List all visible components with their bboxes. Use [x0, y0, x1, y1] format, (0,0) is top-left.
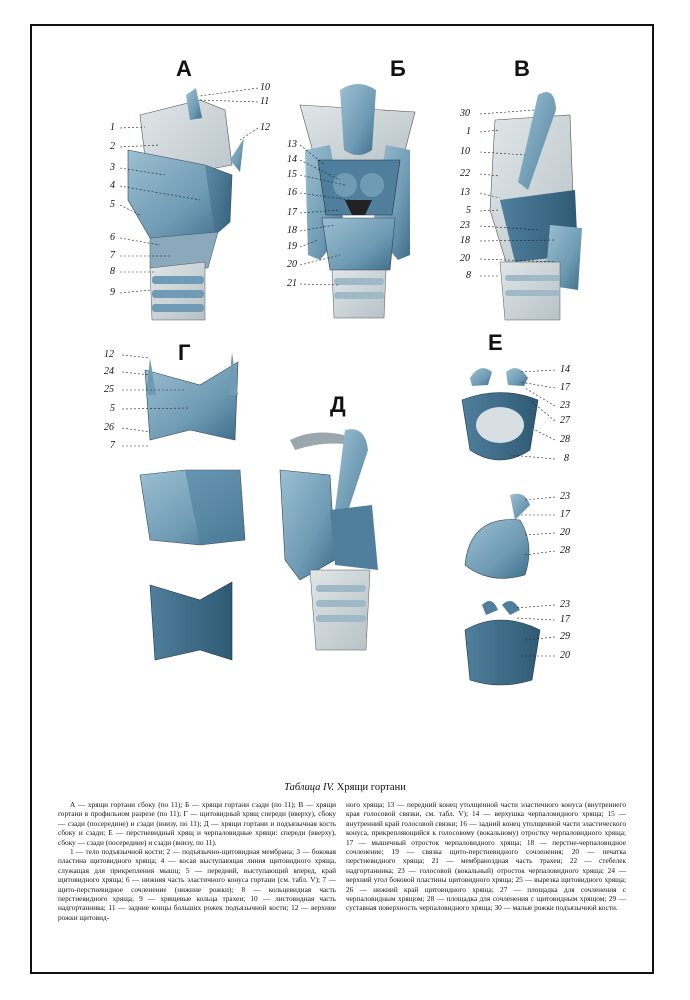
label-e1-28: 28: [560, 434, 570, 445]
panel-letter-b: Б: [390, 56, 406, 81]
label-b-19: 19: [287, 241, 297, 252]
label-b-17: 17: [287, 207, 297, 218]
label-v-18: 18: [460, 235, 470, 246]
label-a-4: 4: [110, 180, 115, 191]
label-e2-28: 28: [560, 545, 570, 556]
label-v-10: 10: [460, 146, 470, 157]
panel-letter-e: Е: [488, 330, 503, 355]
figure-caption: [0, 782, 690, 793]
label-a-9: 9: [110, 287, 115, 298]
label-b-16: 16: [287, 187, 297, 198]
label-b-15: 15: [287, 169, 297, 180]
label-g-5: 5: [110, 403, 115, 414]
label-e3-17: 17: [560, 614, 570, 625]
label-b-10: 10: [260, 82, 270, 93]
label-e1-14: 14: [560, 364, 570, 375]
label-e1-23: 23: [560, 400, 570, 411]
panel-e-figure: [462, 368, 540, 685]
label-g-24: 24: [104, 366, 114, 377]
label-a-7: 7: [110, 250, 115, 261]
label-v-30: 30: [460, 108, 470, 119]
label-a-8: 8: [110, 266, 115, 277]
caption-text: Хрящи гортани: [336, 782, 406, 793]
legend-right-column: [346, 800, 626, 913]
label-e1-8: 8: [564, 453, 569, 464]
panel-letter-v: В: [514, 56, 530, 81]
label-b-12: 12: [260, 122, 270, 133]
label-e3-23: 23: [560, 599, 570, 610]
label-v-13: 13: [460, 187, 470, 198]
label-a-3: 3: [110, 162, 115, 173]
label-b-20: 20: [287, 259, 297, 270]
label-e2-17: 17: [560, 509, 570, 520]
label-g-12: 12: [104, 349, 114, 360]
panel-a-figure: [128, 88, 244, 320]
caption-title: Таблица IV.: [284, 782, 335, 793]
legend-paragraph: ного хряща; 13 — передний конец утолщенной части эластичного конуса (внутреннего края голосовой связки, см. табл. V); 14 — верхушка черпаловидного хряща; 15 — внутренний край голосовой связки; 16 — задний конец утолщенной части эластического конуса, прикрепляющийся к голосовому (вокальному) отростку черпаловидного хряща; 17 — мышечный отросток черпаловидного хряща; 18 — перстне-черпаловидное сочленение; 19 — связка щито-перстневидного сочленения; 20 — печатка перстневидного хряща; 21 — мембраноздная часть трахеи; 22 — стебелек надгортанника; 23 — голосовой (вокальный) отросток черпаловидного хряща; 24 — верхний угол боковой пластины щитовидного хряща; 25 — вырезка щитовидного хряща; 26 — нижний край щитовидного хряща; 27 — площадка для сочленения с черпаловидным хрящом; 28 — площадка для сочленения с щитовидным хрящом; 29 — суставная поверхность черпаловидного хряща; 30 — малые рожки подъязычной кости.: [346, 800, 626, 913]
label-g-26: 26: [104, 422, 114, 433]
label-v-20: 20: [460, 253, 470, 264]
label-e1-27: 27: [560, 415, 570, 426]
label-e2-20: 20: [560, 527, 570, 538]
panel-letter-g: Г: [178, 340, 191, 365]
panel-letter-a: А: [176, 56, 192, 81]
label-g-7: 7: [110, 440, 115, 451]
label-a-1: 1: [110, 122, 115, 133]
legend-paragraph: А — хрящи гортани сбоку (по 11); Б — хрящи гортани сзади (по 11); В — хрящи гортани в профильном разрезе (по 11); Г — щитовидный хрящ спереди (вверху), сбоку — сзади (посередине) и сзади (внизу, по 11); Д — хрящи гортани и подъязычная кость сбоку и сзади; Е — перстневидный хрящ и черпаловидные хрящи: спереди (вверху), сбоку — сзади (посередине) и сзади (внизу, по 11).: [58, 800, 336, 847]
panel-v-figure: [490, 92, 582, 320]
label-b-11: 11: [260, 96, 270, 107]
label-v-8: 8: [466, 270, 471, 281]
label-v-1: 1: [466, 126, 471, 137]
label-e1-17: 17: [560, 382, 570, 393]
label-a-6: 6: [110, 232, 115, 243]
label-a-5: 5: [110, 199, 115, 210]
label-v-5: 5: [466, 205, 471, 216]
panel-b-figure: [300, 84, 415, 318]
label-v-22: 22: [460, 168, 470, 179]
label-g-25: 25: [104, 384, 114, 395]
legend-paragraph: 1 — тело подъязычной кости; 2 — подъязычно-щитовидная мембрана; 3 — боковая пластина щитовидного хряща; 4 — косая выступающая линия щитовидного хряща, служащая для прикрепления мышц; 5 — передний, выступающий вперед, край щитовидного хряща; 6 — нижняя часть эластичного конуса гортани (см. табл. V); 7 — щито-перстневидное сочленение (нижние рожки); 8 — кольцевидная часть перстневидного хряща; 9 — хрящевые кольца трахеи; 10 — листовидная часть надгортанника; 11 — задние концы больших рожек подъязычной кости; 12 — верхние рожки щитовид-: [58, 847, 336, 922]
panel-d-figure: [280, 429, 378, 650]
panel-g-figure: [140, 352, 245, 660]
label-b-18: 18: [287, 225, 297, 236]
label-e2-23: 23: [560, 491, 570, 502]
panel-letter-d: Д: [330, 392, 346, 417]
label-b-21: 21: [287, 278, 297, 289]
label-v-23: 23: [460, 220, 470, 231]
label-b-14: 14: [287, 154, 297, 165]
label-a-2: 2: [110, 141, 115, 152]
label-e3-20: 20: [560, 650, 570, 661]
label-b-13: 13: [287, 139, 297, 150]
legend-left-column: [58, 800, 336, 922]
label-e3-29: 29: [560, 631, 570, 642]
